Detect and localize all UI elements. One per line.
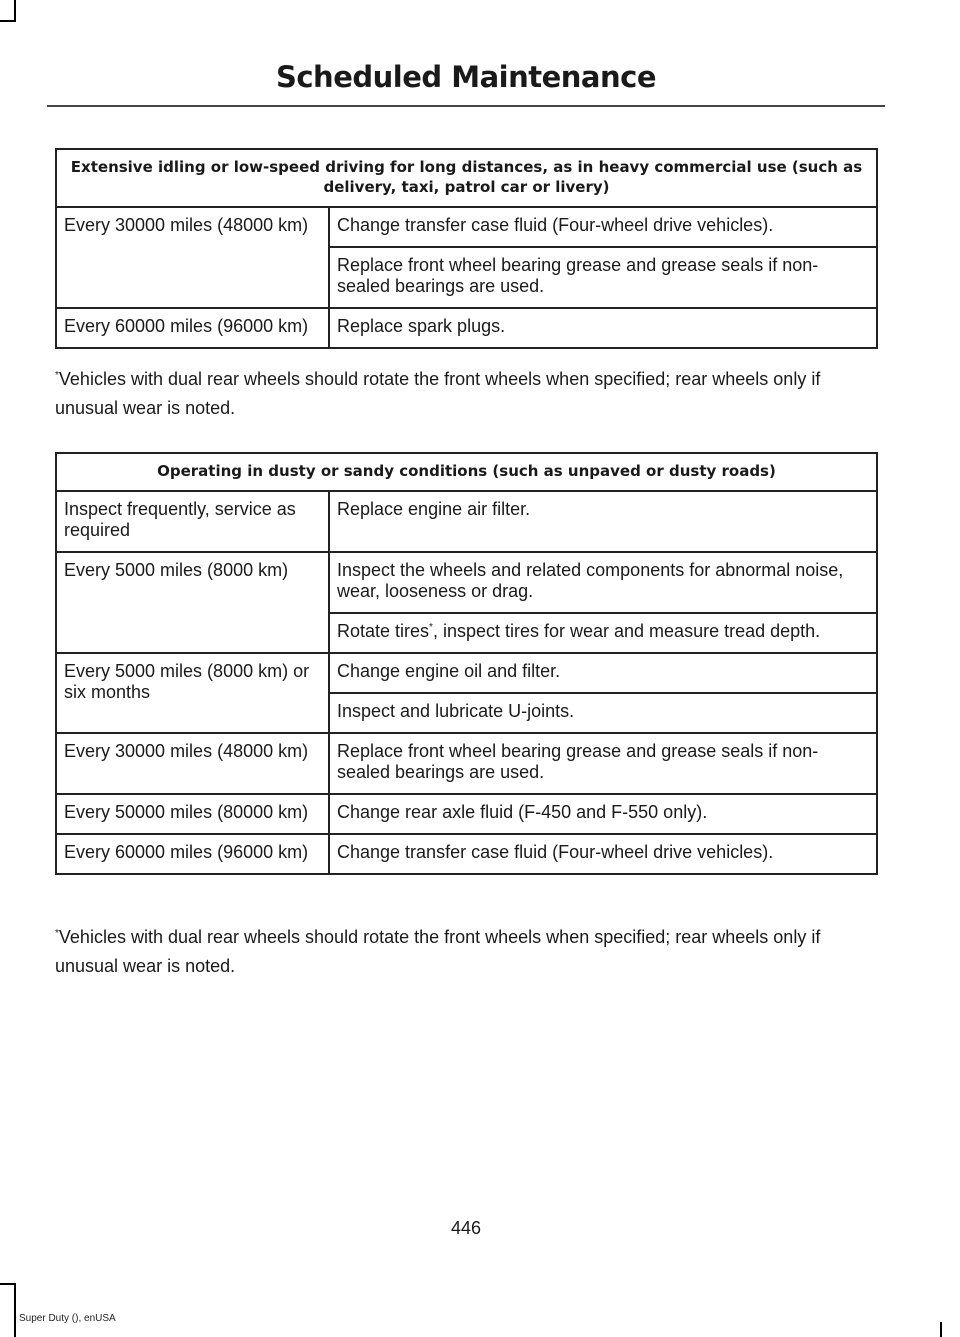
footnote-text: Vehicles with dual rear wheels should rotate the front wheels when specified; rear wheels only if unusual wear is noted. [55, 927, 821, 976]
task-cell [329, 613, 877, 653]
page-number: 446 [450, 1218, 482, 1238]
task-cell: Replace front wheel bearing grease and grease seals if non-sealed bearings are used. [329, 733, 877, 794]
table-row [56, 794, 877, 834]
footer-text: Super Duty (), enUSA [19, 1313, 116, 1324]
footnote [55, 365, 885, 423]
table-row [56, 552, 877, 613]
interval-cell: Every 30000 miles (48000 km) [56, 733, 329, 794]
interval-cell: Every 5000 miles (8000 km) [56, 552, 329, 653]
footnote [55, 923, 885, 981]
interval-cell: Every 5000 miles (8000 km) or six months [56, 653, 329, 733]
table-header: Extensive idling or low-speed driving for long distances, as in heavy commercial use (such as delivery, taxi, patrol car or livery) [56, 149, 877, 207]
task-cell: Replace engine air filter. [329, 491, 877, 552]
footnote-marker: * [55, 928, 59, 939]
table-row [56, 207, 877, 247]
maintenance-table-dusty [55, 452, 878, 875]
task-cell: Replace spark plugs. [329, 308, 877, 348]
crop-mark-bottom-left-h [0, 1283, 16, 1285]
task-cell: Replace front wheel bearing grease and grease seals if non-sealed bearings are used. [329, 247, 877, 308]
interval-cell: Inspect frequently, service as required [56, 491, 329, 552]
crop-mark-bottom-right [940, 1322, 942, 1337]
rotate-tires-suffix: , inspect tires for wear and measure tread depth. [432, 621, 821, 641]
maintenance-table-idling [55, 148, 878, 349]
crop-mark-bottom-left [14, 1283, 16, 1337]
interval-cell: Every 60000 miles (96000 km) [56, 308, 329, 348]
table-row [56, 653, 877, 693]
footnote-text: Vehicles with dual rear wheels should rotate the front wheels when specified; rear wheels only if unusual wear is noted. [55, 369, 821, 418]
crop-mark-top-left-h [0, 20, 16, 22]
task-cell: Change engine oil and filter. [329, 653, 877, 693]
task-cell: Change rear axle fluid (F-450 and F-550 only). [329, 794, 877, 834]
table-row [56, 308, 877, 348]
task-cell: Inspect and lubricate U-joints. [329, 693, 877, 733]
interval-cell: Every 60000 miles (96000 km) [56, 834, 329, 874]
task-cell: Change transfer case fluid (Four-wheel drive vehicles). [329, 834, 877, 874]
table-row [56, 834, 877, 874]
interval-cell: Every 30000 miles (48000 km) [56, 207, 329, 308]
page-title: Scheduled Maintenance [275, 60, 657, 94]
table-header: Operating in dusty or sandy conditions (such as unpaved or dusty roads) [56, 453, 877, 491]
task-cell: Change transfer case fluid (Four-wheel drive vehicles). [329, 207, 877, 247]
footnote-marker: * [429, 622, 433, 633]
table-row [56, 733, 877, 794]
interval-cell: Every 50000 miles (80000 km) [56, 794, 329, 834]
rotate-tires-text: Rotate tires [337, 621, 430, 641]
table-row [56, 491, 877, 552]
task-cell: Inspect the wheels and related components for abnormal noise, wear, looseness or drag. [329, 552, 877, 613]
footnote-marker: * [55, 370, 59, 381]
title-divider [47, 105, 885, 107]
crop-mark-top-left [14, 0, 16, 22]
